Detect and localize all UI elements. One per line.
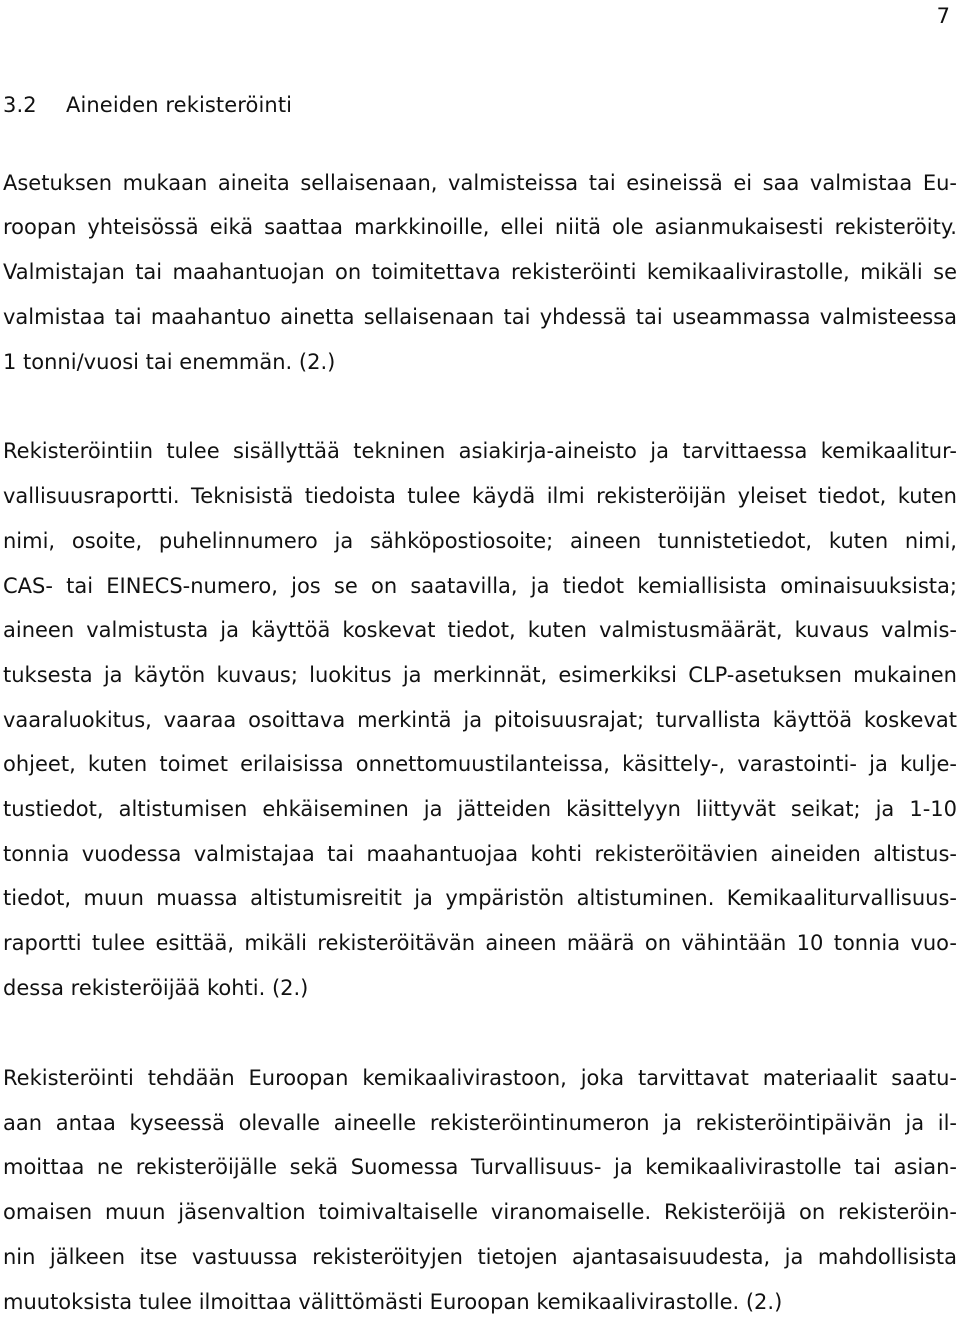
section-title: Aineiden rekisteröinti [66,93,293,117]
section-number: 3.2 [3,93,37,117]
text-line: vallisuusraportti. Teknisistä tiedoista tulee käydä ilmi rekisteröijän yleiset tiedot, kuten [3,484,957,508]
text-line: nin jälkeen itse vastuussa rekisteröityjen tietojen ajantasaisuudesta, ja mahdollisista [3,1245,957,1269]
text-line: aineen valmistusta ja käyttöä koskevat tiedot, kuten valmistusmäärät, kuvaus valmis- [3,618,957,642]
text-line: aan antaa kyseessä olevalle aineelle rekisteröintinumeron ja rekisteröintipäivän ja il- [3,1111,957,1135]
text-line: ohjeet, kuten toimet erilaisissa onnettomuustilanteissa, käsittely-, varastointi- ja kulje- [3,752,957,776]
text-line: Rekisteröinti tehdään Euroopan kemikaalivirastoon, joka tarvittavat materiaalit saatu- [3,1066,957,1090]
text-line: roopan yhteisössä eikä saattaa markkinoille, ellei niitä ole asianmukaisesti rekisteröity. [3,215,957,239]
text-line: valmistaa tai maahantuo ainetta sellaisenaan tai yhdessä tai useammassa valmisteessa [3,305,957,329]
text-line: moittaa ne rekisteröijälle sekä Suomessa Turvallisuus- ja kemikaalivirastolle tai asian- [3,1155,957,1179]
page-number: 7 [936,4,950,28]
text-line: tiedot, muun muassa altistumisreitit ja ympäristön altistuminen. Kemikaaliturvallisuus- [3,886,957,910]
text-line: raportti tulee esittää, mikäli rekisteröitävän aineen määrä on vähintään 10 tonnia vuo- [3,931,957,955]
text-line: tuksesta ja käytön kuvaus; luokitus ja merkinnät, esimerkiksi CLP-asetuksen mukainen [3,663,957,687]
text-line: tonnia vuodessa valmistajaa tai maahantuojaa kohti rekisteröitävien aineiden altistus- [3,842,957,866]
text-line: nimi, osoite, puhelinnumero ja sähköpostiosoite; aineen tunnistetiedot, kuten nimi, [3,529,957,553]
text-line: vaaraluokitus, vaaraa osoittava merkintä ja pitoisuusrajat; turvallista käyttöä koskevat [3,708,957,732]
text-line: CAS- tai EINECS-numero, jos se on saatavilla, ja tiedot kemiallisista ominaisuuksista; [3,574,957,598]
text-line: dessa rekisteröijää kohti. (2.) [3,976,309,1000]
text-line: omaisen muun jäsenvaltion toimivaltaiselle viranomaiselle. Rekisteröijä on rekisteröin- [3,1200,957,1224]
text-line: 1 tonni/vuosi tai enemmän. (2.) [3,350,336,374]
text-line: Valmistajan tai maahantuojan on toimitettava rekisteröinti kemikaalivirastolle, mikäli se [3,260,957,284]
text-line: Rekisteröintiin tulee sisällyttää tekninen asiakirja-aineisto ja tarvittaessa kemikaalitur- [3,439,957,463]
text-line: muutoksista tulee ilmoittaa välittömästi Euroopan kemikaalivirastolle. (2.) [3,1290,783,1314]
text-line: tustiedot, altistumisen ehkäiseminen ja jätteiden käsittelyyn liittyvät seikat; ja 1-10 [3,797,957,821]
text-line: Asetuksen mukaan aineita sellaisenaan, valmisteissa tai esineissä ei saa valmistaa Eu- [3,171,957,195]
section-heading [3,93,292,117]
